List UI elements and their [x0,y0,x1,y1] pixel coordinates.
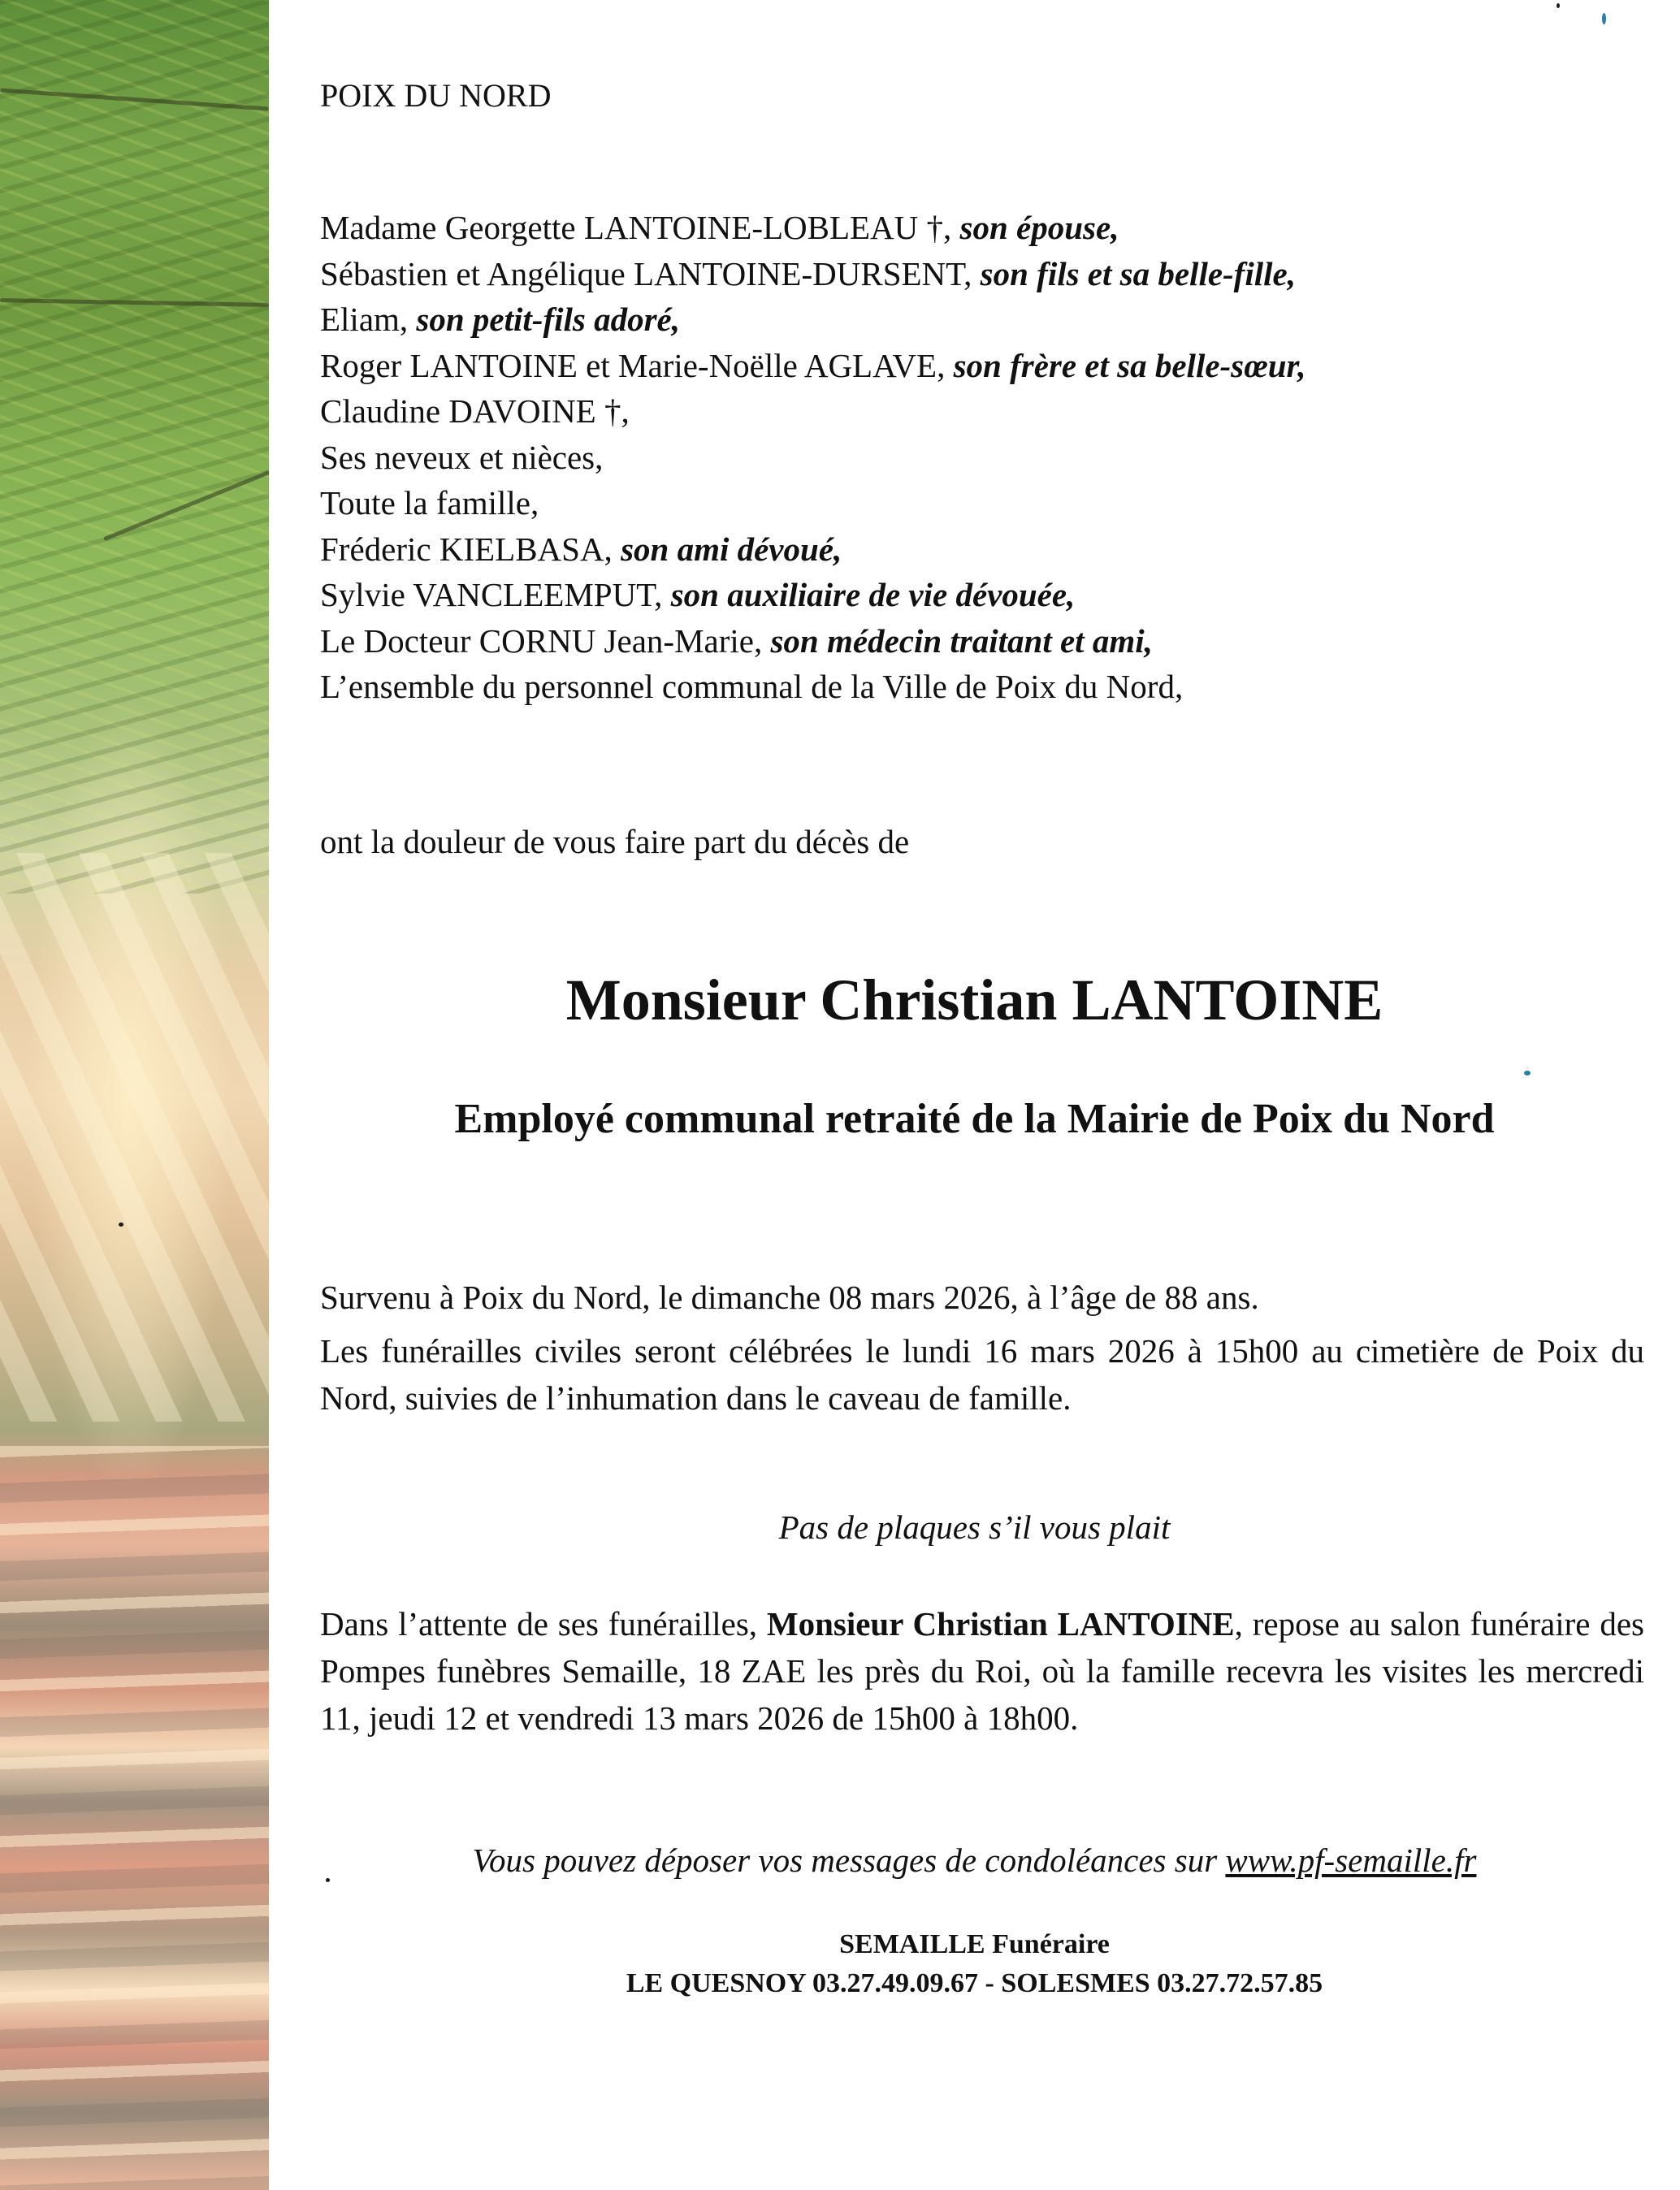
announcement-text: ont la douleur de vous faire part du décès de [320,823,910,860]
member-relation: son ami dévoué, [621,530,842,568]
condolences-link[interactable]: www.pf-semaille.fr [1225,1842,1477,1879]
member-relation: son petit-fils adoré, [416,301,680,338]
member-relation: son fils et sa belle-fille, [980,254,1296,292]
member-name: L’ensemble du personnel communal de la Ville de Poix du Nord, [320,668,1184,705]
wake-paragraph [320,1600,1644,1742]
family-member [320,618,1306,664]
member-name: Roger LANTOINE et Marie-Noëlle AGLAVE, [320,346,946,384]
member-relation: son épouse, [959,209,1119,246]
scan-speck [1557,3,1560,8]
no-plaques-note: Pas de plaques s’il vous plait [778,1508,1171,1546]
member-name: Fréderic KIELBASA, [320,530,613,568]
wake-text-before: Dans l’attente de ses funérailles, [320,1605,758,1642]
scan-speck [1602,13,1606,24]
town-heading: POIX DU NORD [320,77,552,114]
scan-speck [119,1223,123,1227]
funeral-company: SEMAILLE Funéraire [839,1929,1110,1959]
member-relation: son auxiliaire de vie dévouée, [670,576,1076,613]
member-name: Claudine DAVOINE †, [320,392,630,430]
wake-text-after: , repose au salon funéraire des Pompes funèbres Semaille, 18 ZAE les près du Roi, où la famille recevra les visites les mercredi 11, jeudi 12 et vendredi 13 mars 2026 de 15h00 à 18h00. [320,1605,1644,1737]
family-member [320,572,1306,618]
family-member [320,296,1306,343]
member-name: Eliam, [320,301,409,338]
family-list [320,205,1306,710]
member-name: Madame Georgette LANTOINE-LOBLEAU †, [320,209,952,246]
scan-speck [326,1878,330,1882]
deceased-role: Employé communal retraité de la Mairie de Poix du Nord [454,1096,1495,1142]
family-member [320,526,1306,573]
member-relation: son frère et sa belle-sœur, [953,346,1306,384]
member-name: Sébastien et Angélique LANTOINE-DURSENT, [320,254,972,292]
funeral-company-contacts: LE QUESNOY 03.27.49.09.67 - SOLESMES 03.27.72.57.85 [626,1968,1323,1998]
member-relation: son médecin traitant et ami, [770,621,1153,660]
death-paragraph: Survenu à Poix du Nord, le dimanche 08 mars 2026, à l’âge de 88 ans. [320,1279,1259,1316]
member-name: Ses neveux et nièces, [320,438,604,476]
condolences-text: Vous pouvez déposer vos messages de condoléances sur [472,1842,1226,1879]
funeral-paragraph: Les funérailles civiles seront célébrées le lundi 16 mars 2026 à 15h00 au cimetière de Poix du Nord, suivies de l’inhumation dans le caveau de famille. [320,1332,1644,1417]
family-member [320,480,1306,526]
family-member [320,388,1306,435]
member-name: Le Docteur CORNU Jean-Marie, [320,621,763,660]
condolences-line [269,1837,1680,1883]
wake-deceased-name: Monsieur Christian LANTOINE [766,1605,1235,1642]
family-member [320,435,1306,481]
member-name: Sylvie VANCLEEMPUT, [320,576,663,613]
scan-speck [1524,1071,1531,1076]
member-name: Toute la famille, [320,484,539,522]
family-member [320,251,1306,297]
family-member [320,205,1306,251]
deceased-name: Monsieur Christian LANTOINE [565,967,1383,1032]
family-member [320,664,1306,710]
family-member [320,343,1306,389]
